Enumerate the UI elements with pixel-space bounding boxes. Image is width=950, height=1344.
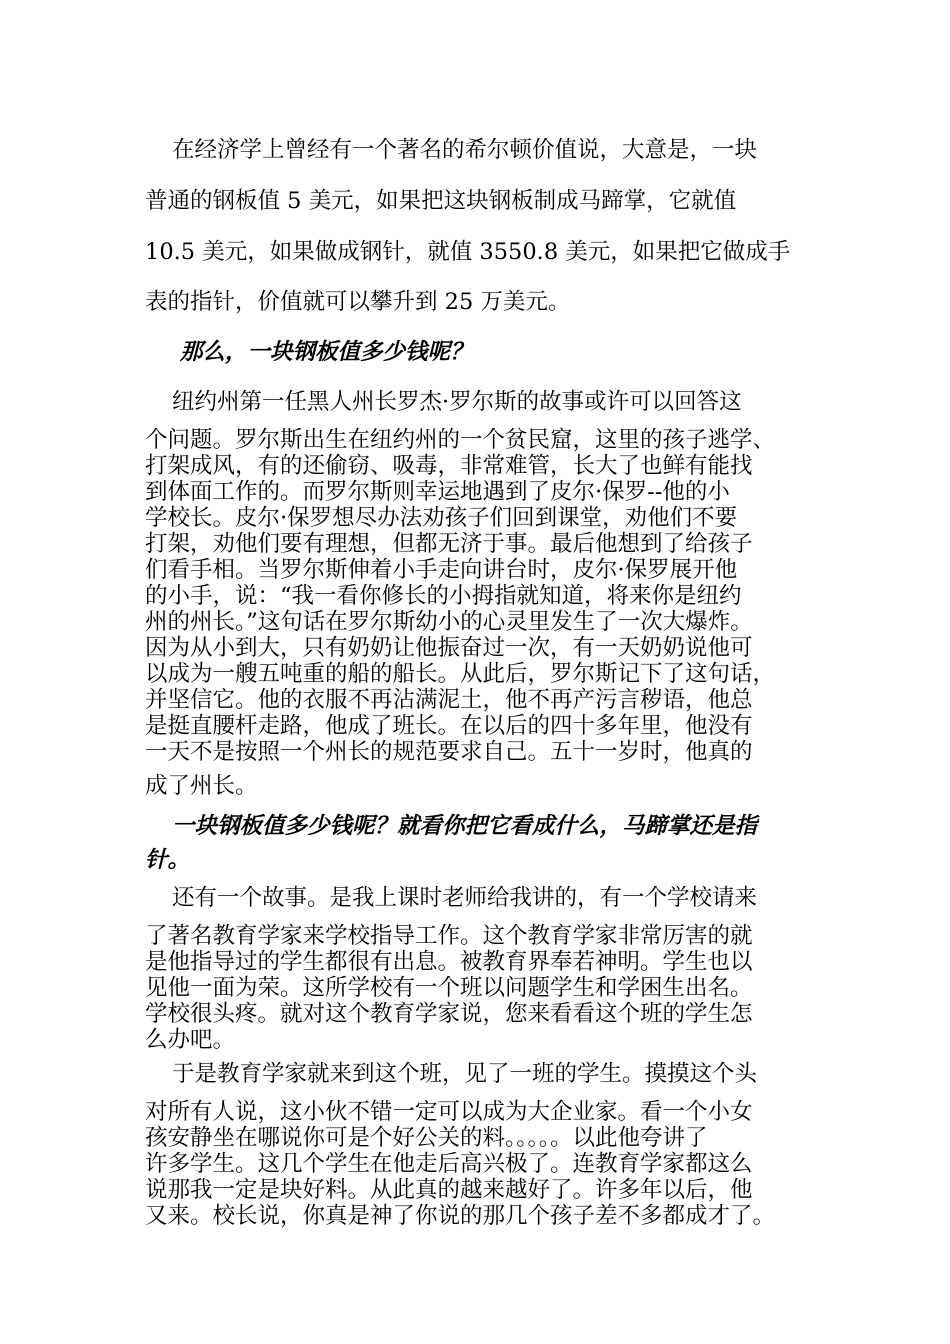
paragraph-1-line-1: 在经济学上曾经有一个著名的希尔顿价值说，大意是，一块 [172,137,758,163]
paragraph-6-line-2: 对所有人说，这小伙不错一定可以成为大企业家。看一个小女 [145,1099,753,1125]
emphasized-conclusion-line-2: 针。 [145,847,191,873]
emphasized-question: 那么，一块钢板值多少钱呢？ [180,339,473,365]
paragraph-3-line-15: 成了州长。 [145,773,258,799]
paragraph-6-line-3: 孩安静坐在哪说你可是个好公关的料。。。。。以此他夸讲了 [145,1125,708,1151]
emphasized-conclusion-line-1: 一块钢板值多少钱呢？就看你把它看成什么，马蹄掌还是指 [172,813,758,839]
paragraph-6-line-6: 又来。校长说，你真是神了你说的那几个孩子差不多都成才了。 [145,1203,776,1229]
paragraph-5-line-4: 见他一面为荣。这所学校有一个班以问题学生和学困生出名。 [145,975,753,1001]
paragraph-3-line-10: 因为从小到大，只有奶奶让他振奋过一次，有一天奶奶说他可 [145,635,753,661]
paragraph-5-line-6: 么办吧。 [145,1027,236,1053]
paragraph-3-line-4: 到体面工作的。而罗尔斯则幸运地遇到了皮尔·保罗--他的小 [145,479,730,505]
paragraph-3-line-14: 一天不是按照一个州长的规范要求自己。五十一岁时，他真的 [145,739,753,765]
paragraph-1-line-2: 普通的钢板值 5 美元，如果把这块钢板制成马蹄掌，它就值 [145,188,737,214]
paragraph-5-line-3: 是他指导过的学生都很有出息。被教育界奉若神明。学生也以 [145,949,753,975]
paragraph-5-line-2: 了著名教育学家来学校指导工作。这个教育学家非常厉害的就 [145,923,753,949]
paragraph-3-line-7: 们看手相。当罗尔斯伸着小手走向讲台时，皮尔·保罗展开他 [145,557,738,583]
paragraph-1-line-4: 表的指针，价值就可以攀升到 25 万美元。 [145,289,571,315]
paragraph-3-line-1: 纽约州第一任黑人州长罗杰·罗尔斯的故事或许可以回答这 [172,389,742,415]
paragraph-6-line-1: 于是教育学家就来到这个班，见了一班的学生。摸摸这个头 [172,1061,758,1087]
paragraph-6-line-4: 许多学生。这几个学生在他走后高兴极了。连教育学家都这么 [145,1151,753,1177]
paragraph-3-line-8: 的小手，说：“我一看你修长的小拇指就知道，将来你是纽约 [145,583,742,609]
paragraph-3-line-2: 个问题。罗尔斯出生在纽约州的一个贫民窟，这里的孩子逃学、 [145,427,776,453]
paragraph-3-line-13: 是挺直腰杆走路，他成了班长。在以后的四十多年里，他没有 [145,713,753,739]
paragraph-3-line-6: 打架，劝他们要有理想，但都无济于事。最后他想到了给孩子 [145,531,753,557]
paragraph-3-line-5: 学校长。皮尔·保罗想尽办法劝孩子们回到课堂，劝他们不要 [145,505,738,531]
paragraph-5-line-1: 还有一个故事。是我上课时老师给我讲的，有一个学校请来 [172,885,758,911]
paragraph-3-line-11: 以成为一艘五吨重的船的船长。从此后，罗尔斯记下了这句话， [145,661,776,687]
paragraph-3-line-12: 并坚信它。他的衣服不再沾满泥土，他不再产污言秽语，他总 [145,687,753,713]
paragraph-1-line-3: 10.5 美元，如果做成钢针，就值 3550.8 美元，如果把它做成手 [145,239,791,265]
paragraph-3-line-9: 州的州长。”这句话在罗尔斯幼小的心灵里发生了一次大爆炸。 [145,609,753,635]
paragraph-3-line-3: 打架成风，有的还偷窃、吸毒，非常难管，长大了也鲜有能找 [145,453,753,479]
paragraph-5-line-5: 学校很头疼。就对这个教育学家说，您来看看这个班的学生怎 [145,1001,753,1027]
paragraph-6-line-5: 说那我一定是块好料。从此真的越来越好了。许多年以后，他 [145,1177,753,1203]
